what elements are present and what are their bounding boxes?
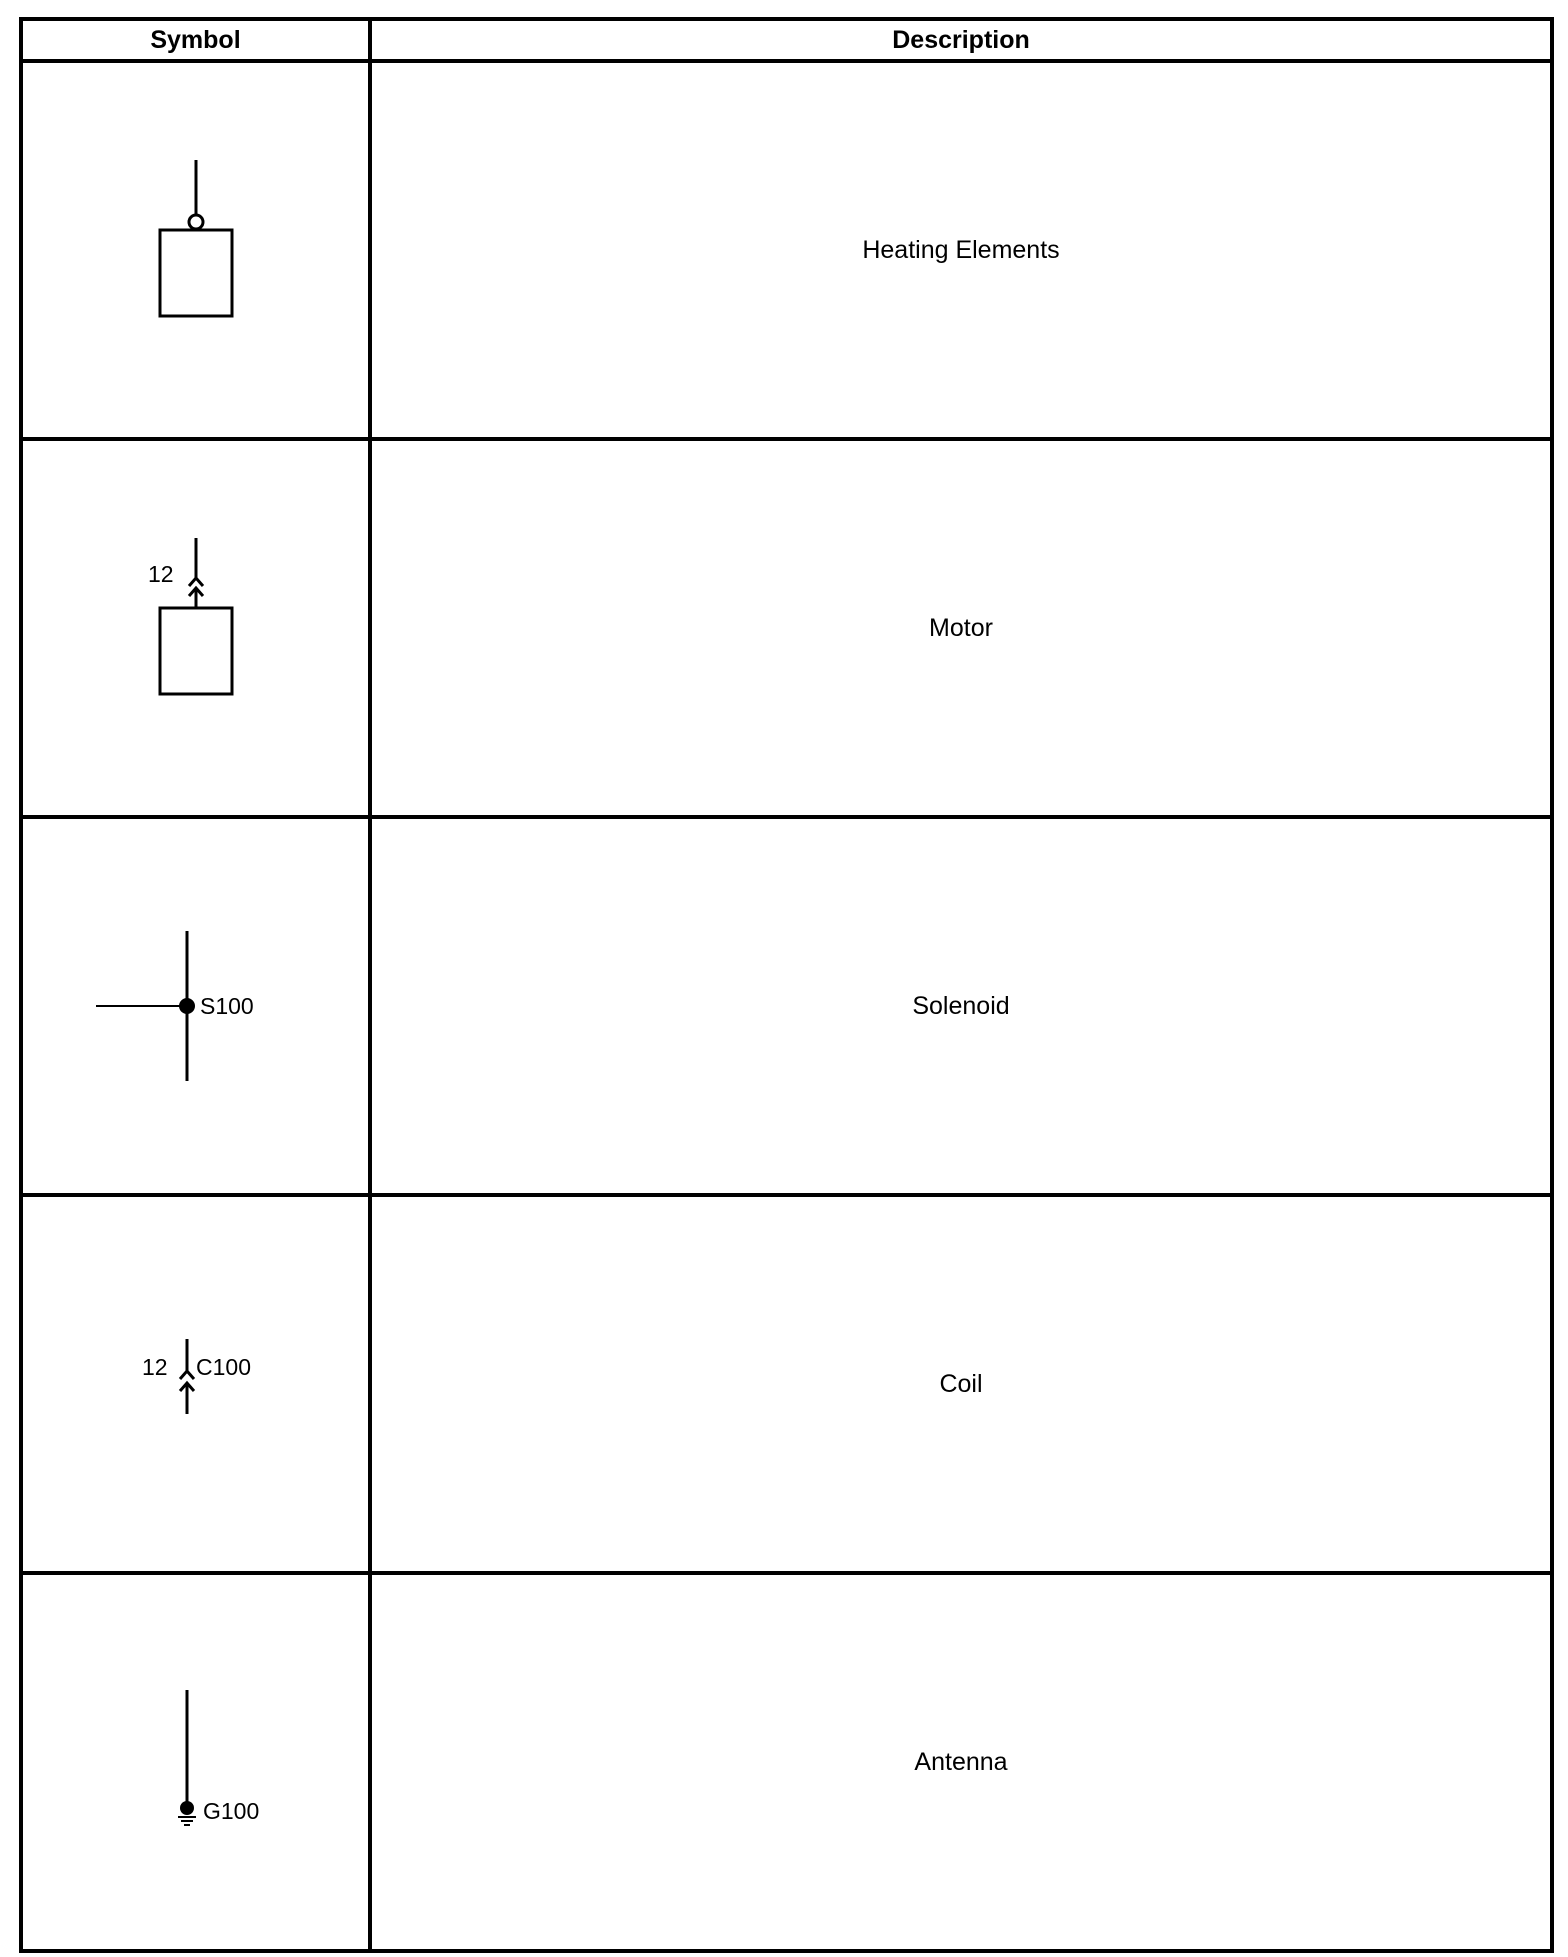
description-text: Heating Elements bbox=[862, 235, 1060, 264]
description-cell bbox=[370, 61, 1552, 439]
table-row bbox=[21, 439, 1552, 817]
description-column-header: Description bbox=[370, 19, 1552, 61]
description-text: Coil bbox=[939, 1369, 983, 1398]
description-cell bbox=[370, 817, 1552, 1195]
connector-id-label: C100 bbox=[195, 1354, 251, 1380]
table-row bbox=[21, 61, 1552, 439]
symbol-cell bbox=[21, 439, 370, 817]
pin-number-label: 12 bbox=[147, 561, 174, 587]
description-text: Motor bbox=[929, 613, 993, 642]
header-row bbox=[21, 19, 1552, 61]
description-cell bbox=[370, 1195, 1552, 1573]
symbol-legend-table bbox=[19, 17, 1554, 1953]
symbol-cell bbox=[21, 61, 370, 439]
description-cell bbox=[370, 439, 1552, 817]
symbol-cell bbox=[21, 1195, 370, 1573]
table-row bbox=[21, 1195, 1552, 1573]
splice-symbol-icon bbox=[96, 921, 296, 1091]
table-row bbox=[21, 817, 1552, 1195]
symbol-legend-document bbox=[19, 17, 1550, 1957]
ground-symbol-icon bbox=[96, 1662, 296, 1862]
description-text: Solenoid bbox=[912, 991, 1010, 1020]
heating-element-symbol-icon bbox=[136, 150, 256, 350]
symbol-column-header: Symbol bbox=[21, 19, 370, 61]
symbol-cell bbox=[21, 817, 370, 1195]
description-cell bbox=[370, 1573, 1552, 1951]
pin-number-label: 12 bbox=[141, 1354, 168, 1380]
inline-connector-symbol-icon bbox=[96, 1299, 296, 1469]
symbol-cell bbox=[21, 1573, 370, 1951]
motor-connector-symbol-icon bbox=[136, 528, 256, 728]
ground-id-label: G100 bbox=[202, 1798, 259, 1824]
splice-id-label: S100 bbox=[199, 993, 254, 1019]
table-row bbox=[21, 1573, 1552, 1951]
description-text: Antenna bbox=[914, 1747, 1008, 1776]
